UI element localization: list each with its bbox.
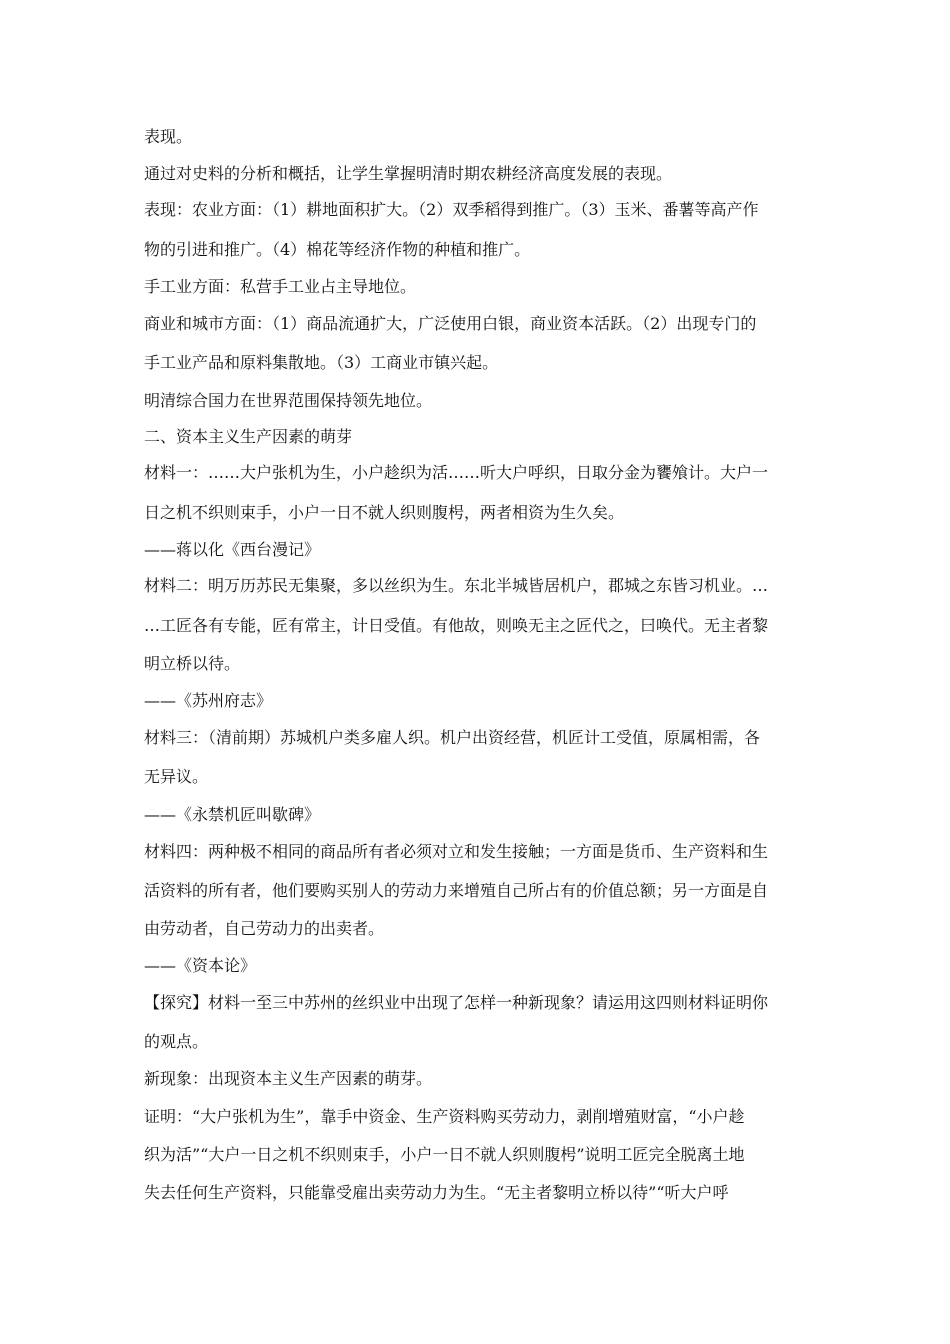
text-line: 明立桥以待。: [144, 654, 241, 673]
citation-line: ——蒋以化《西台漫记》: [144, 540, 321, 559]
text-line: 表现。: [144, 127, 193, 146]
citation-line: ——《永禁机匠叫歇碑》: [144, 805, 321, 824]
text-line: 日之机不织则束手，小户一日不就人织则腹枵，两者相资为生久矣。: [144, 503, 625, 522]
text-line: 表现：农业方面：（1）耕地面积扩大。（2）双季稻得到推广。（3）玉米、番薯等高产作: [144, 200, 759, 219]
text-line: 活资料的所有者，他们要购买别人的劳动力来增殖自己所占有的价值总额；另一方面是自: [144, 881, 769, 900]
text-line: 物的引进和推广。（4）棉花等经济作物的种植和推广。: [144, 240, 531, 259]
text-line: 【探究】材料一至三中苏州的丝织业中出现了怎样一种新现象？请运用这四则材料证明你: [144, 993, 769, 1012]
text-line: 证明：“大户张机为生”，靠手中资金、生产资料购买劳动力，剥削增殖财富，“小户趁: [144, 1107, 745, 1126]
section-heading: 二、资本主义生产因素的萌芽: [144, 427, 353, 446]
text-line: 通过对史料的分析和概括，让学生掌握明清时期农耕经济高度发展的表现。: [144, 164, 673, 183]
text-line: 商业和城市方面：（1）商品流通扩大，广泛使用白银，商业资本活跃。（2）出现专门的: [144, 314, 757, 333]
text-line: 手工业方面：私营手工业占主导地位。: [144, 277, 417, 296]
text-line: 新现象：出现资本主义生产因素的萌芽。: [144, 1069, 433, 1088]
text-line: 材料一：……大户张机为生，小户趁织为活……听大户呼织，日取分金为饔飧计。大户一: [144, 463, 769, 482]
text-line: 材料四：两种极不相同的商品所有者必须对立和发生接触；一方面是货币、生产资料和生: [144, 842, 769, 861]
text-line: 材料三：（清前期）苏城机户类多雇人织。机户出资经营，机匠计工受值，原属相需，各: [144, 728, 761, 747]
text-line: 手工业产品和原料集散地。（3）工商业市镇兴起。: [144, 353, 499, 372]
text-line: 由劳动者，自己劳动力的出卖者。: [144, 919, 385, 938]
text-line: 无异议。: [144, 767, 209, 786]
citation-line: ——《资本论》: [144, 956, 257, 975]
text-line: 的观点。: [144, 1032, 209, 1051]
text-line: 织为活”“大户一日之机不织则束手，小户一日不就人织则腹枵”说明工匠完全脱离土地: [144, 1145, 745, 1164]
text-line: 明清综合国力在世界范围保持领先地位。: [144, 391, 433, 410]
text-line: 材料二：明万历苏民无集聚，多以丝织为生。东北半城皆居机户，郡城之东皆习机业。…: [144, 576, 769, 595]
citation-line: ——《苏州府志》: [144, 691, 273, 710]
text-line: 失去任何生产资料，只能靠受雇出卖劳动力为生。“无主者黎明立桥以待”“听大户呼: [144, 1183, 729, 1202]
text-line: …工匠各有专能，匠有常主，计日受值。有他故，则唤无主之匠代之，曰唤代。无主者黎: [144, 616, 769, 635]
